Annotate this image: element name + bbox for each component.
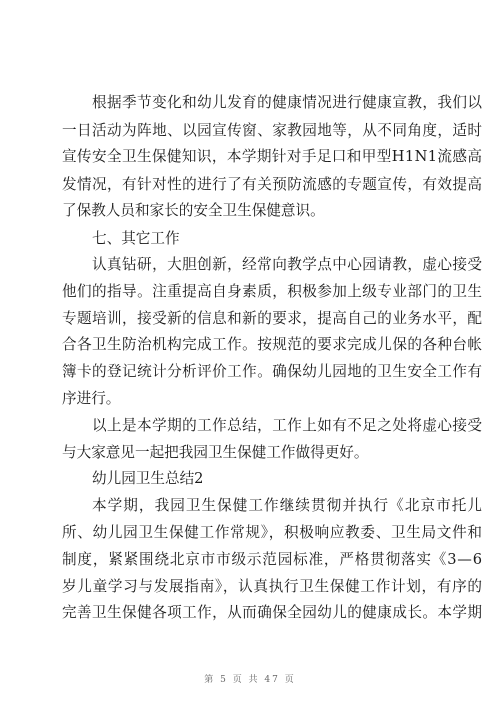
paragraph-line: 专题培训，接受新的信息和新的要求，提高自己的业务水平，配	[62, 310, 483, 327]
paragraph-line: 所、幼儿园卫生保健工作常规》，积极响应教委、卫生局文件和	[62, 524, 483, 541]
section-heading: 七、其它工作	[92, 230, 180, 247]
paragraph-line: 与大家意见一起把我园卫生保健工作做得更好。	[62, 444, 369, 461]
paragraph-line: 序进行。	[62, 390, 121, 407]
paragraph-line: 簿卡的登记统计分析评价工作。确保幼儿园地的卫生安全工作有	[62, 363, 483, 380]
paragraph-line: 一日活动为阵地、以园宣传窗、家教园地等，从不同角度，适时	[62, 122, 483, 139]
paragraph-line: 合各卫生防治机构完成工作。按规范的要求完成儿保的各种台帐	[62, 336, 483, 353]
section-heading: 幼儿园卫生总结2	[92, 470, 204, 487]
paragraph-line: 制度，紧紧围绕北京市市级示范园标准，严格贯彻落实《3—6	[62, 551, 483, 568]
paragraph-line: 发情况，有针对性的进行了有关预防流感的专题宣传，有效提高	[62, 176, 483, 193]
paragraph-line: 根据季节变化和幼儿发育的健康情况进行健康宣教，我们以	[92, 94, 483, 111]
paragraph-line: 完善卫生保健各项工作，从而确保全园幼儿的健康成长。本学期	[62, 604, 483, 621]
page-footer: 第 5 页 共 47 页	[204, 675, 296, 685]
paragraph-line: 本学期，我园卫生保健工作继续贯彻并执行《北京市托儿	[92, 497, 484, 514]
paragraph-line: 了保教人员和家长的安全卫生保健意识。	[62, 202, 325, 219]
paragraph-line: 他们的指导。注重提高自身素质，积极参加上级专业部门的卫生	[62, 283, 483, 300]
paragraph-line: 以上是本学期的工作总结，工作上如有不足之处将虚心接受	[92, 417, 483, 434]
paragraph-line: 宣传安全卫生保健知识，本学期针对手足口和甲型H1N1流感高	[62, 148, 483, 165]
paragraph-line: 岁儿童学习与发展指南》，认真执行卫生保健工作计划，有序的	[62, 578, 483, 595]
paragraph-line: 认真钻研，大胆创新，经常向教学点中心园请教，虚心接受	[92, 256, 483, 273]
